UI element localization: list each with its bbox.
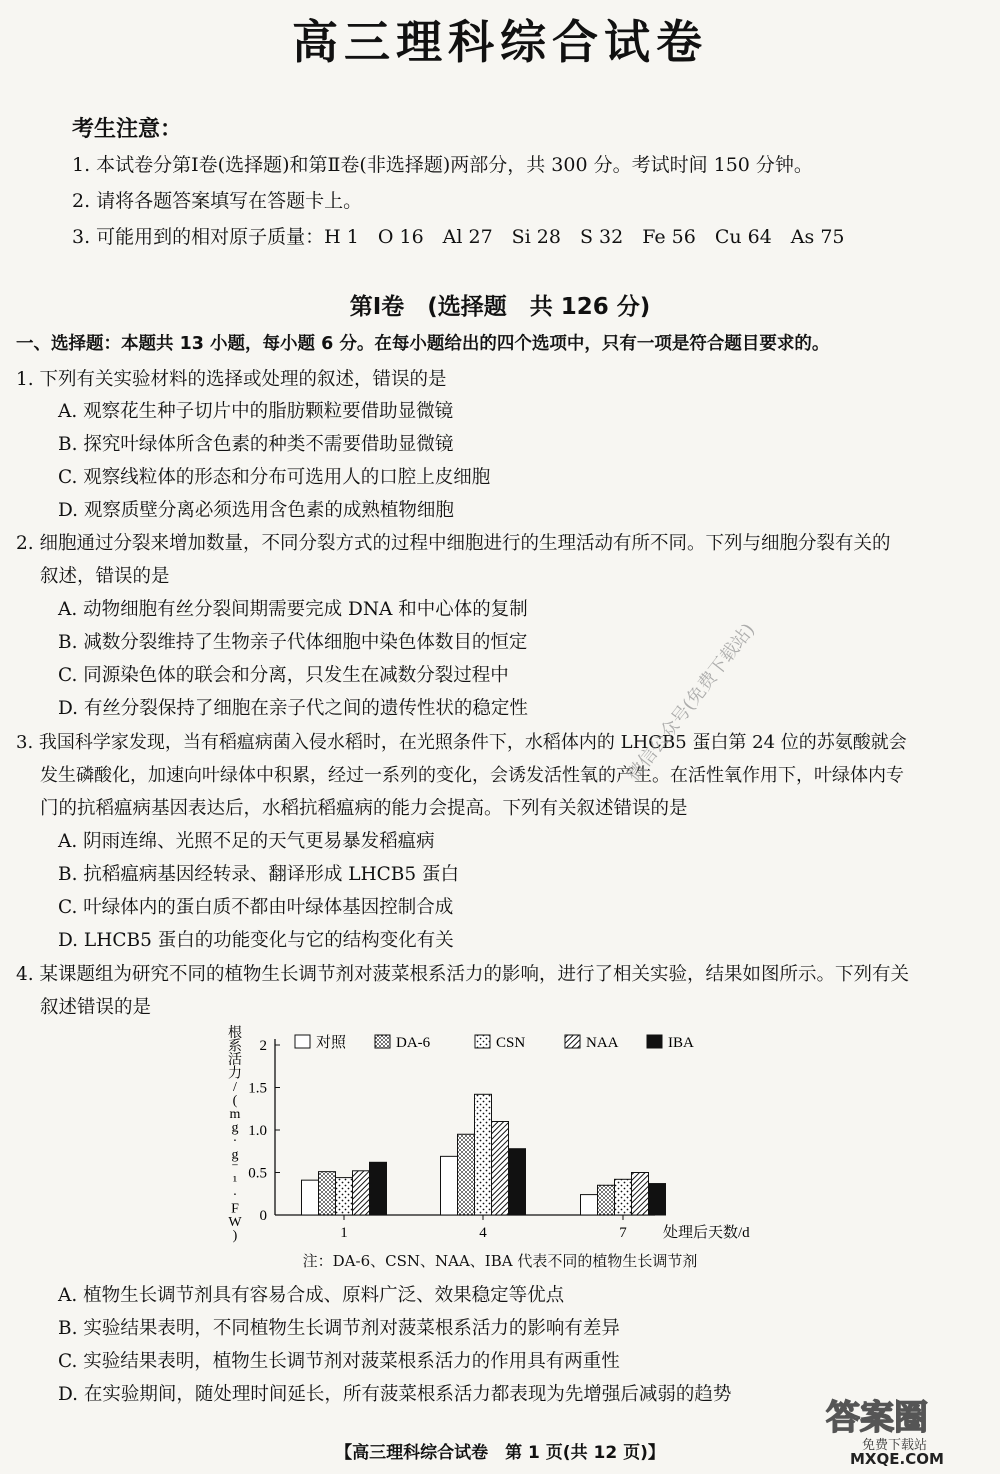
legend-label: IBA [668,1035,694,1051]
logo-subtitle: 免费下载站 [862,1438,928,1453]
section-instruction: 一、选择题：本题共 13 小题，每小题 6 分。在每小题给出的四个选项中，只有一项是符合题目要求的。 [16,334,830,354]
bar [509,1149,526,1215]
question-1-option-b: B. 探究叶绿体所含色素的种类不需要借助显微镜 [58,434,454,455]
question-2-option-a: A. 动物细胞有丝分裂间期需要完成 DNA 和中心体的复制 [58,599,528,620]
y-axis-label-char: ( [232,1093,238,1109]
legend-swatch [295,1035,310,1048]
y-axis-label-char: · [232,1188,238,1203]
y-axis-label-char: g [231,1120,239,1136]
y-tick-label: 1.0 [248,1123,267,1139]
y-tick-label: 2 [259,1038,267,1054]
y-tick-label: 0.5 [248,1165,267,1182]
legend-swatch [565,1035,580,1048]
question-1-stem: 1. 下列有关实验材料的选择或处理的叙述，错误的是 [16,369,447,390]
notice-item: 1. 本试卷分第Ⅰ卷(选择题)和第Ⅱ卷(非选择题)两部分，共 300 分。考试时间 150 分钟。 [72,154,813,176]
y-axis-label-char: 根 [228,1026,242,1041]
y-axis-label-char: m [229,1107,241,1122]
watermark: 微信公众号(免费下载站) [623,619,760,786]
root-activity-chart [215,1025,785,1270]
x-tick-label: 7 [619,1225,627,1241]
x-axis-label: 处理后天数/d [663,1225,750,1241]
legend-label: DA-6 [396,1035,431,1051]
question-3-option-d: D. LHCB5 蛋白的功能变化与它的结构变化有关 [58,930,454,951]
y-tick-label: 0 [259,1208,267,1224]
legend-label: NAA [586,1035,619,1051]
site-logo [810,1390,980,1470]
y-axis-label-char: g [231,1147,239,1163]
y-axis-label-char: ) [232,1228,238,1244]
chart-bars [302,1094,666,1215]
y-axis-label-char: ⁻ [231,1161,239,1176]
y-axis-label-char: 活 [228,1053,242,1068]
question-3-option-c: C. 叶绿体内的蛋白质不都由叶绿体基因控制合成 [58,897,454,918]
bar [336,1178,353,1215]
x-tick-label: 4 [479,1225,487,1241]
question-1-option-c: C. 观察线粒体的形态和分布可选用人的口腔上皮细胞 [58,467,491,488]
y-tick-label: 1.5 [248,1080,267,1097]
y-axis-label-char: · [232,1134,238,1149]
bar [319,1172,336,1215]
legend-label: 对照 [316,1035,347,1051]
question-3-stem-cont: 门的抗稻瘟病基因表达后，水稻抗稻瘟病的能力会提高。下列有关叙述错误的是 [40,798,688,819]
y-axis-label-char: W [228,1215,242,1230]
bar [615,1179,632,1215]
question-3-stem-cont: 发生磷酸化，加速向叶绿体中积累，经过一系列的变化，会诱发活性氧的产生。在活性氧作用下，叶绿体内专 [40,765,904,786]
question-2-stem-cont: 叙述，错误的是 [40,566,170,587]
question-2-option-c: C. 同源染色体的联会和分离，只发生在减数分裂过程中 [58,665,509,686]
question-2-option-d: D. 有丝分裂保持了细胞在亲子代之间的遗传性状的稳定性 [58,698,528,719]
bar [353,1171,370,1215]
legend-label: CSN [496,1035,526,1051]
question-1-option-a: A. 观察花生种子切片中的脂肪颗粒要借助显微镜 [58,401,454,422]
question-1-option-d: D. 观察质壁分离必须选用含色素的成熟植物细胞 [58,500,454,521]
y-axis-label-char: 力 [228,1066,242,1082]
page-footer: 【高三理科综合试卷 第 1 页(共 12 页)】 [335,1443,665,1463]
legend-swatch [375,1035,390,1048]
bar [632,1173,649,1216]
bar [458,1134,475,1215]
question-3-option-a: A. 阴雨连绵、光照不足的天气更易暴发稻瘟病 [58,831,435,852]
notice-item: 3. 可能用到的相对原子质量：H 1 O 16 Al 27 Si 28 S 32 Fe 56 Cu 64 As 75 [72,226,845,248]
bar [370,1162,387,1215]
bar [302,1180,319,1215]
notice-item: 2. 请将各题答案填写在答题卡上。 [72,190,363,212]
y-axis-label-char: / [233,1080,237,1095]
notice-heading: 考生注意： [72,117,183,142]
bar [441,1156,458,1215]
logo-url: MXQE.COM [850,1450,944,1468]
bar [581,1195,598,1215]
question-3-option-b: B. 抗稻瘟病基因经转录、翻译形成 LHCB5 蛋白 [58,864,460,885]
question-4-option-a: A. 植物生长调节剂具有容易合成、原料广泛、效果稳定等优点 [58,1285,565,1306]
bar [598,1185,615,1215]
x-tick-label: 1 [340,1225,348,1241]
bar [475,1094,492,1215]
question-2-stem: 2. 细胞通过分裂来增加数量，不同分裂方式的过程中细胞进行的生理活动有所不同。下列与细胞分裂有关的 [16,533,891,554]
question-4-option-b: B. 实验结果表明，不同植物生长调节剂对菠菜根系活力的影响有差异 [58,1318,620,1339]
question-4-stem-cont: 叙述错误的是 [40,997,152,1018]
section-title: 第Ⅰ卷 (选择题 共 126 分) [349,294,651,320]
question-3-stem: 3. 我国科学家发现，当有稻瘟病菌入侵水稻时，在光照条件下，水稻体内的 LHCB5 蛋白第 24 位的苏氨酸就会 [16,732,907,753]
bar [649,1184,666,1215]
bar [492,1122,509,1216]
y-axis-label-char: F [231,1201,239,1217]
question-4-stem: 4. 某课题组为研究不同的植物生长调节剂对菠菜根系活力的影响，进行了相关实验，结果如图所示。下列有关 [16,964,910,985]
y-axis-label-char: ¹ [232,1174,238,1190]
chart-note: 注：DA-6、CSN、NAA、IBA 代表不同的植物生长调节剂 [302,1252,698,1270]
y-axis-label-char: 系 [228,1039,242,1055]
legend-swatch [647,1035,662,1048]
question-4-option-c: C. 实验结果表明，植物生长调节剂对菠菜根系活力的作用具有两重性 [58,1351,620,1372]
legend-swatch [475,1035,490,1048]
logo-title: 答案圈 [826,1398,928,1438]
exam-title: 高三理科综合试卷 [292,15,708,69]
chart-legend [295,1034,694,1051]
question-4-option-d: D. 在实验期间，随处理时间延长，所有菠菜根系活力都表现为先增强后减弱的趋势 [58,1384,732,1405]
question-2-option-b: B. 减数分裂维持了生物亲子代体细胞中染色体数目的恒定 [58,632,528,653]
